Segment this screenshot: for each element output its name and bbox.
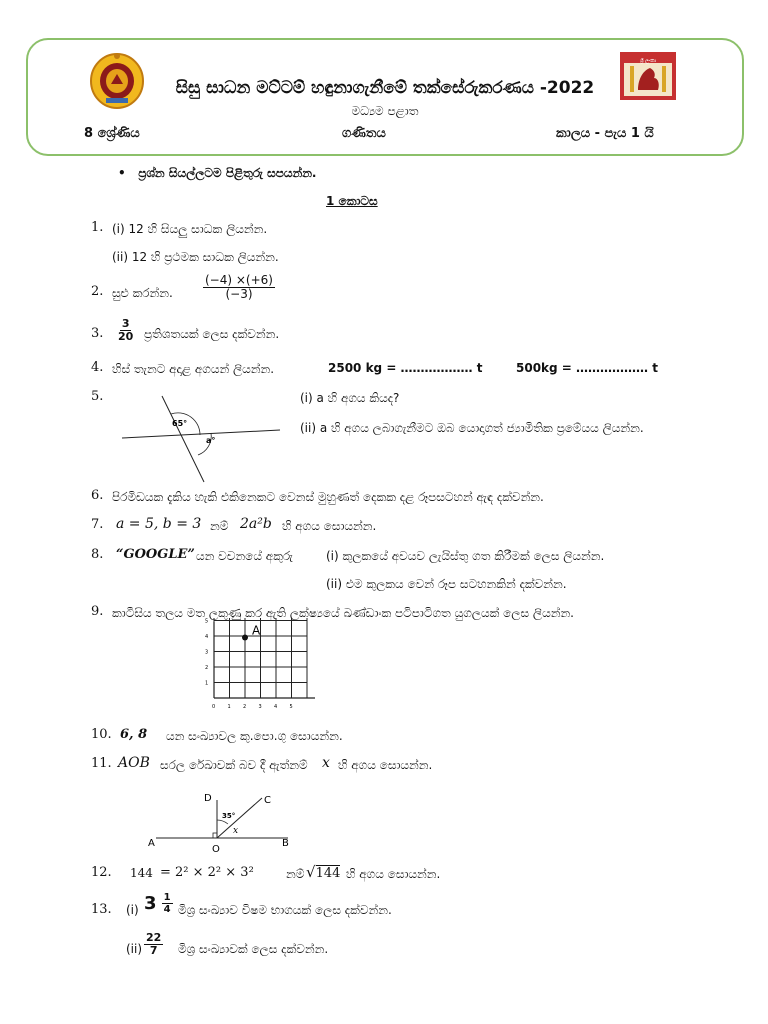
q4-expr2: 500kg = ……………… t [516, 361, 658, 375]
instruction-line [118, 166, 317, 181]
y-tick-label: 2 [205, 665, 209, 671]
stamp-icon [620, 52, 676, 100]
instruction-text: ප්‍රශ්න සියල්ලටම පිළිතුරු සපයන්න. [138, 166, 317, 180]
y-tick-label: 5 [205, 618, 209, 625]
q13-whole: 3 [144, 893, 157, 914]
bullet-icon: • [118, 166, 139, 180]
q5-angle-label: 65° [172, 419, 188, 428]
time-label: කාලය - පැය 1 යි [556, 126, 654, 141]
q1-number: 1. [91, 220, 104, 235]
q13-fraction2 [144, 932, 163, 957]
section-title: 1 කොටස [326, 194, 378, 208]
q13-fraction1 [162, 892, 173, 915]
q2-denominator: (−3) [225, 287, 253, 302]
x-tick-label: 2 [243, 704, 247, 710]
q6-number: 6. [91, 488, 104, 503]
q12-sqrt [306, 862, 340, 881]
q12-rhs: = 2² × 2² × 3² [160, 865, 254, 880]
q1-part1: (i) 12 හි සියලු සාධක ලියන්න. [112, 222, 268, 236]
q10-values: 6, 8 [120, 727, 148, 742]
label-d: D [204, 793, 212, 804]
q9-text: කාටීසිය තලය මත ලකුණු කර ඇති ලක්ෂ්‍යයේ ඛණ්ඩාංක පටිපාටිගත යුගලයක් ලෙස ලියන්න. [112, 606, 574, 620]
q4-expr1: 2500 kg = ……………… t [328, 361, 483, 375]
stamp-text: ශ්‍රී ලංකා [640, 58, 656, 64]
q13-den1: 4 [163, 904, 171, 915]
label-b: B [282, 838, 289, 849]
label-angle: 35° [222, 812, 236, 820]
q7-number: 7. [91, 517, 104, 532]
q8-part2: (ii) එම කුලකය වෙන් රූප සටහනකින් දක්වන්න. [326, 577, 567, 591]
q1-part2: (ii) 12 හි ප්‍රථමක සාධක ලියන්න. [112, 250, 279, 264]
page-title: සිසු සාධන මට්ටම් හඳුනාගැනීමේ තක්සේරුකරණය -2022 [175, 78, 595, 98]
q4-text: හිස් තැනට අදාළ අගයන් ලියන්න. [112, 362, 275, 376]
q11-text2: හි අගය සොයන්න. [338, 758, 433, 772]
q12-sqrt-value: 144 [315, 866, 341, 881]
q13-part1-label: (i) [126, 903, 139, 917]
q9-coordinate-grid [196, 618, 326, 710]
q13-den2: 7 [149, 944, 158, 958]
y-tick-label: 4 [205, 634, 209, 640]
q11-var: x [322, 755, 330, 771]
point-a-marker [242, 635, 248, 641]
q12-lhs: 144 [130, 866, 153, 880]
q3-numerator: 3 [121, 317, 130, 330]
q7-expr2: 2a²b [240, 516, 272, 532]
q5-var-label: a° [206, 436, 216, 445]
q11-expr: AOB [118, 755, 150, 771]
q7-expr: a = 5, b = 3 [116, 516, 202, 532]
grade-label: 8 ශ්‍රේණිය [84, 126, 140, 141]
q13-num1: 1 [163, 892, 171, 903]
q3-denominator: 20 [118, 330, 134, 344]
q8-text: යන වචනයේ අකුරු [196, 549, 293, 563]
q11-text: සරල රේඛාවක් බව දී ඇත්නම් [160, 758, 308, 772]
label-c: C [264, 795, 271, 806]
q5-part1: (i) a හි අගය කියද? [300, 391, 400, 405]
q12-number: 12. [91, 865, 112, 880]
q2-fraction [203, 274, 275, 301]
q2-numerator: (−4) ×(+6) [205, 273, 273, 287]
q13-number: 13. [91, 902, 112, 917]
q13-num2: 22 [146, 931, 162, 944]
q4-number: 4. [91, 360, 104, 375]
subject-label: ගණිතය [342, 126, 386, 141]
q8-number: 8. [91, 547, 104, 562]
q3-number: 3. [91, 326, 104, 341]
q8-word: “GOOGLE” [116, 547, 195, 562]
q13-part2-label: (ii) [126, 942, 143, 956]
x-tick-label: 1 [227, 704, 231, 710]
q5-angle-diagram [118, 392, 286, 486]
q13-part2-text: මිශ්‍ර සංඛ්‍යාවක් ලෙස දක්වන්න. [178, 942, 329, 956]
q8-part1: (i) කුලකයේ අවයව ලැයිස්තු ගත කිරීමක් ලෙස ලියන්න. [326, 549, 605, 563]
q5-part2: (ii) a හි අගය ලබාගැනීමට ඔබ යොදාගත් ජ්‍යාමිතික ප්‍රමේයය ලියන්න. [300, 421, 644, 435]
q7-text: හි අගය සොයන්න. [282, 519, 377, 533]
q10-text: යන සංඛ්‍යාවල කු.පො.ගු සොයන්න. [166, 729, 343, 743]
y-tick-label: 1 [205, 680, 209, 687]
sqrt-icon: √ [306, 863, 316, 881]
y-tick-label: 3 [205, 649, 209, 656]
q12-text-mid: නම් [286, 867, 305, 881]
q12-text: හි අගය සොයන්න. [346, 867, 441, 881]
x-tick-label: 3 [258, 704, 262, 710]
q13-mixed-number [144, 892, 173, 915]
q6-text: පිරමිඩයක දැකිය හැකි එකිනෙකට වෙනස් මුහුණත් දෙකක දළ රූපසටහන් ඇඳ දක්වන්න. [112, 490, 544, 504]
province-subtitle: මධ්‍යම පළාත [351, 104, 419, 118]
q11-line-diagram [146, 786, 298, 856]
x-tick-label: 4 [274, 704, 278, 710]
q2-text: සුළු කරන්න. [112, 286, 173, 300]
q11-number: 11. [91, 756, 112, 771]
q10-number: 10. [91, 727, 112, 742]
q7-text-mid: නම් [210, 519, 229, 533]
q3-fraction [116, 318, 135, 343]
x-tick-label: 0 [212, 704, 216, 710]
label-o: O [212, 844, 220, 855]
point-a-label: A [252, 623, 261, 638]
q2-number: 2. [91, 284, 104, 299]
q5-number: 5. [91, 389, 104, 404]
x-tick-label: 5 [289, 704, 293, 710]
national-emblem-icon [88, 50, 146, 110]
q3-text: ප්‍රතිශතයක් ලෙස දක්වන්න. [144, 327, 280, 341]
q13-part1-text: මිශ්‍ර සංඛ්‍යාව විෂම භාගයක් ලෙස දක්වන්න. [178, 903, 392, 917]
label-x: x [233, 826, 239, 836]
label-a: A [148, 838, 155, 849]
q9-number: 9. [91, 604, 104, 619]
